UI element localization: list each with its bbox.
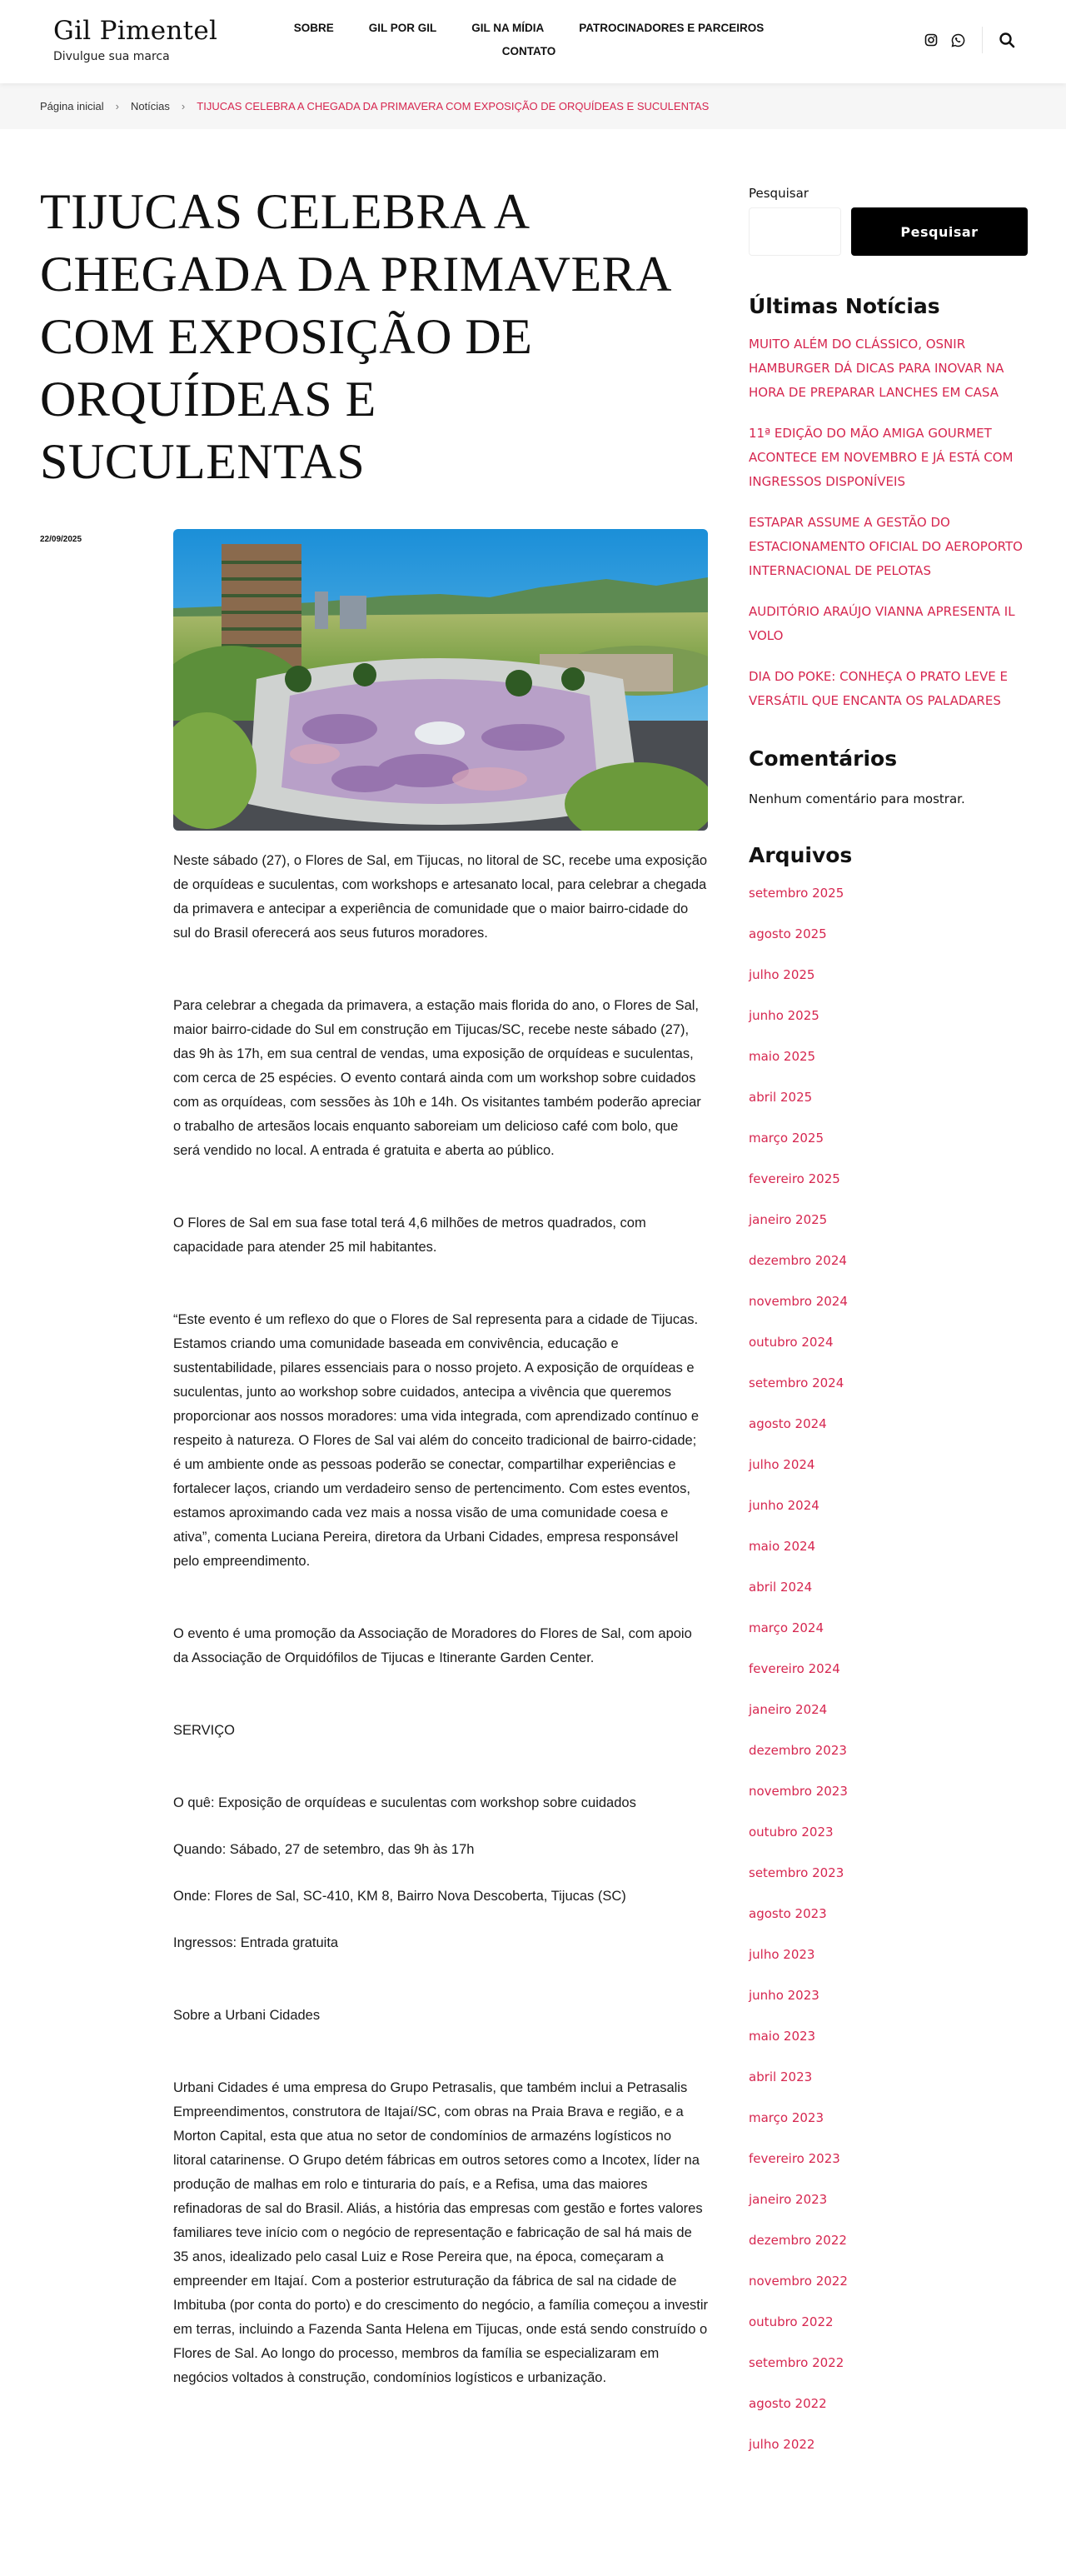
nav-item-patrocinadores[interactable]: PATROCINADORES E PARCEIROS [579, 22, 765, 34]
archive-link[interactable]: novembro 2024 [749, 1294, 848, 1309]
paragraph: O evento é uma promoção da Associação de Moradores do Flores de Sal, com apoio da Associação de Orquidófilos de Tijucas e Itinerante Garden Center. [173, 1626, 692, 1665]
featured-image [173, 529, 708, 831]
main-nav [275, 20, 783, 60]
comments-title: Comentários [749, 746, 898, 771]
archive-link[interactable]: julho 2023 [749, 1947, 815, 1962]
archive-link[interactable]: junho 2024 [749, 1498, 819, 1513]
latest-news-widget [749, 292, 1028, 713]
archive-link[interactable]: fevereiro 2024 [749, 1661, 840, 1676]
search-label: Pesquisar [749, 186, 809, 201]
archive-link[interactable]: julho 2022 [749, 2437, 815, 2452]
paragraph: Urbani Cidades é uma empresa do Grupo Petrasalis, que também inclui a Petrasalis Empreendimentos, construtora de Itajaí/SC, com obras na Praia Brava e região, e a Morton Capital, esta que atua no setor de condomínios de armazéns logísticos no litoral catarinense. O Grupo detém fábricas em outros setores como a Incotex, líder na produção de malhas em rolo e tinturaria do país, e a Refisa, uma das maiores refinadoras de sal do Brasil. Aliás, a história das empresas com gestão e fortes valores familiares teve início com o negócio de representação e fabricação de sal há mais de 35 anos, idealizado pelo casal Luiz e Rose Pereira que, na época, começaram a empreender em Itajaí. Com a posterior estruturação da fábrica de sal na cidade de Imbituba (por conta do porto) e do crescimento do negócio, a família começou a investir em terras, incluindo a Fazenda Santa Helena em Tijucas, onde está sendo construído o Flores de Sal. Ao longo do processo, membros da família se especializaram em negócios voltados à construção, condomínios logísticos e urbanização. [173, 2080, 709, 2385]
archive-link[interactable]: agosto 2023 [749, 1906, 827, 1921]
archive-link[interactable]: julho 2025 [749, 967, 815, 982]
search-button[interactable]: Pesquisar [851, 207, 1028, 256]
section-heading-sobre: Sobre a Urbani Cidades [173, 2008, 321, 2023]
archive-link[interactable]: novembro 2022 [749, 2274, 848, 2289]
paragraph: O Flores de Sal em sua fase total terá 4,6 milhões de metros quadrados, com capacidade para atender 25 mil habitantes. [173, 1216, 646, 1255]
archive-link[interactable]: março 2025 [749, 1131, 824, 1146]
post-title: TIJUCAS CELEBRA A CHEGADA DA PRIMAVERA COM EXPOSIÇÃO DE ORQUÍDEAS E SUCULENTAS [40, 184, 670, 489]
nav-item-gil-na-midia[interactable]: GIL NA MÍDIA [471, 22, 545, 34]
archive-link[interactable]: maio 2023 [749, 2029, 816, 2044]
archive-link[interactable]: agosto 2025 [749, 926, 827, 941]
news-link[interactable]: ESTAPAR ASSUME A GESTÃO DO ESTACIONAMENTO OFICIAL DO AEROPORTO INTERNACIONAL DE PELOTAS [749, 515, 1023, 578]
archive-link[interactable]: abril 2023 [749, 2069, 813, 2084]
paragraph: Para celebrar a chegada da primavera, a estação mais florida do ano, o Flores de Sal, maior bairro-cidade do Sul em construção em Tijucas/SC, recebe neste sábado (27), das 9h às 17h, em sua central de vendas, uma exposição de orquídeas e suculentas, com cerca de 25 espécies. O evento contará ainda com um workshop sobre cuidados com as orquídeas, com sessões às 10h e 14h. Os visitantes também poderão apreciar o trabalho de artesãos locais enquanto saboreiam um delicioso café com bolo, que será vendido no local. A entrada é gratuita e aberta ao público. [173, 998, 701, 1158]
archive-link[interactable]: setembro 2022 [749, 2355, 844, 2370]
archive-link[interactable]: outubro 2022 [749, 2314, 834, 2329]
archive-link[interactable]: outubro 2024 [749, 1335, 834, 1350]
sidebar [749, 181, 1028, 2465]
news-link[interactable]: AUDITÓRIO ARAÚJO VIANNA APRESENTA IL VOLO [749, 604, 1015, 643]
nav-item-gil-por-gil[interactable]: GIL POR GIL [368, 22, 437, 34]
archive-link[interactable]: junho 2025 [749, 1008, 819, 1023]
comments-widget [749, 745, 1028, 806]
archive-link[interactable]: maio 2024 [749, 1539, 816, 1554]
comments-empty-text: Nenhum comentário para mostrar. [749, 791, 965, 806]
archive-link[interactable]: setembro 2024 [749, 1375, 844, 1390]
archive-link[interactable]: fevereiro 2025 [749, 1171, 840, 1186]
chevron-right-icon: › [115, 100, 119, 112]
archive-link[interactable]: agosto 2024 [749, 1416, 827, 1431]
archive-link[interactable]: dezembro 2024 [749, 1253, 847, 1268]
search-icon[interactable] [998, 31, 1016, 49]
post-date: 22/09/2025 [40, 535, 82, 544]
archive-link[interactable]: dezembro 2023 [749, 1743, 847, 1758]
breadcrumb [0, 83, 1066, 129]
archive-link[interactable]: julho 2024 [749, 1457, 815, 1472]
service-where: Onde: Flores de Sal, SC-410, KM 8, Bairro Nova Descoberta, Tijucas (SC) [173, 1889, 626, 1904]
chevron-right-icon: › [181, 100, 186, 112]
breadcrumb-current: TIJUCAS CELEBRA A CHEGADA DA PRIMAVERA COM EXPOSIÇÃO DE ORQUÍDEAS E SUCULENTAS [197, 100, 710, 112]
archive-link[interactable]: agosto 2022 [749, 2396, 827, 2411]
news-link[interactable]: 11ª EDIÇÃO DO MÃO AMIGA GOURMET ACONTECE EM NOVEMBRO E JÁ ESTÁ COM INGRESSOS DISPONÍVEIS [749, 426, 1014, 489]
search-widget [749, 186, 1028, 256]
nav-item-contato[interactable]: CONTATO [501, 45, 556, 57]
site-logo[interactable] [53, 13, 217, 63]
header-divider [982, 27, 983, 53]
instagram-icon[interactable] [922, 31, 940, 49]
archive-link[interactable]: março 2023 [749, 2110, 824, 2125]
paragraph: Neste sábado (27), o Flores de Sal, em Tijucas, no litoral de SC, recebe uma exposição de orquídeas e suculentas, com workshops e artesanato local, para celebrar a chegada da primavera e antecipar a experiência de comunidade que o maior bairro-cidade do sul do Brasil oferecerá aos seus futuros moradores. [173, 853, 708, 941]
archive-link[interactable]: janeiro 2023 [749, 2192, 828, 2207]
news-link[interactable]: MUITO ALÉM DO CLÁSSICO, OSNIR HAMBURGER DÁ DICAS PARA INOVAR NA HORA DE PREPARAR LANCHES EM CASA [749, 337, 1004, 400]
latest-news-title: Últimas Notícias [749, 294, 940, 318]
page-content [0, 129, 1066, 2576]
site-header [0, 0, 1066, 83]
section-heading-servico: SERVIÇO [173, 1723, 235, 1738]
archive-link[interactable]: novembro 2023 [749, 1784, 848, 1799]
archive-link[interactable]: abril 2024 [749, 1580, 813, 1595]
search-input[interactable] [749, 207, 841, 256]
archive-link[interactable]: abril 2025 [749, 1090, 813, 1105]
nav-item-sobre[interactable]: SOBRE [293, 22, 334, 34]
article [40, 181, 709, 2385]
paragraph: “Este evento é um reflexo do que o Flores de Sal representa para a cidade de Tijucas. Estamos criando uma comunidade baseada em convivência, educação e sustentabilidade, pilares essenciais para o nosso projeto. A exposição de orquídeas e suculentas, junto ao workshop sobre cuidados, antecipa a vivência que queremos proporcionar aos nossos moradores: uma vida integrada, com aprendizado contínuo e respeito à natureza. O Flores de Sal vai além do conceito tradicional de bairro-cidade; é um ambiente onde as pessoas poderão se conectar, compartilhar experiências e fortalecer laços, criando um verdadeiro senso de pertencimento. Com estes eventos, estamos aproximando cada vez mais a nossa visão de uma comunidade coesa e ativa”, comenta Luciana Pereira, diretora da Urbani Cidades, empresa responsável pelo empreendimento. [173, 1312, 700, 1569]
breadcrumb-noticias[interactable]: Notícias [130, 100, 170, 112]
post-body [173, 529, 708, 2390]
header-icons [922, 27, 1016, 53]
service-when: Quando: Sábado, 27 de setembro, das 9h às 17h [173, 1842, 475, 1857]
service-tickets: Ingressos: Entrada gratuita [173, 1935, 339, 1950]
service-what: O quê: Exposição de orquídeas e suculentas com workshop sobre cuidados [173, 1795, 636, 1810]
archive-link[interactable]: setembro 2023 [749, 1865, 844, 1880]
news-link[interactable]: DIA DO POKE: CONHEÇA O PRATO LEVE E VERSÁTIL QUE ENCANTA OS PALADARES [749, 669, 1008, 708]
archive-link[interactable]: maio 2025 [749, 1049, 816, 1064]
archive-link[interactable]: fevereiro 2023 [749, 2151, 840, 2166]
archive-list [749, 873, 1028, 2465]
archive-link[interactable]: outubro 2023 [749, 1825, 834, 1840]
archive-link[interactable]: junho 2023 [749, 1988, 819, 2003]
archive-link[interactable]: janeiro 2024 [749, 1702, 828, 1717]
site-tagline: Divulgue sua marca [53, 50, 170, 63]
site-title[interactable]: Gil Pimentel [53, 16, 218, 46]
archives-title: Arquivos [749, 843, 853, 867]
archive-link[interactable]: dezembro 2022 [749, 2233, 847, 2248]
archives-widget [749, 841, 1028, 2465]
archive-link[interactable]: março 2024 [749, 1620, 824, 1635]
archive-link[interactable]: setembro 2025 [749, 886, 844, 901]
breadcrumb-home[interactable]: Página inicial [40, 100, 104, 112]
whatsapp-icon[interactable] [949, 31, 967, 49]
archive-link[interactable]: janeiro 2025 [749, 1212, 828, 1227]
